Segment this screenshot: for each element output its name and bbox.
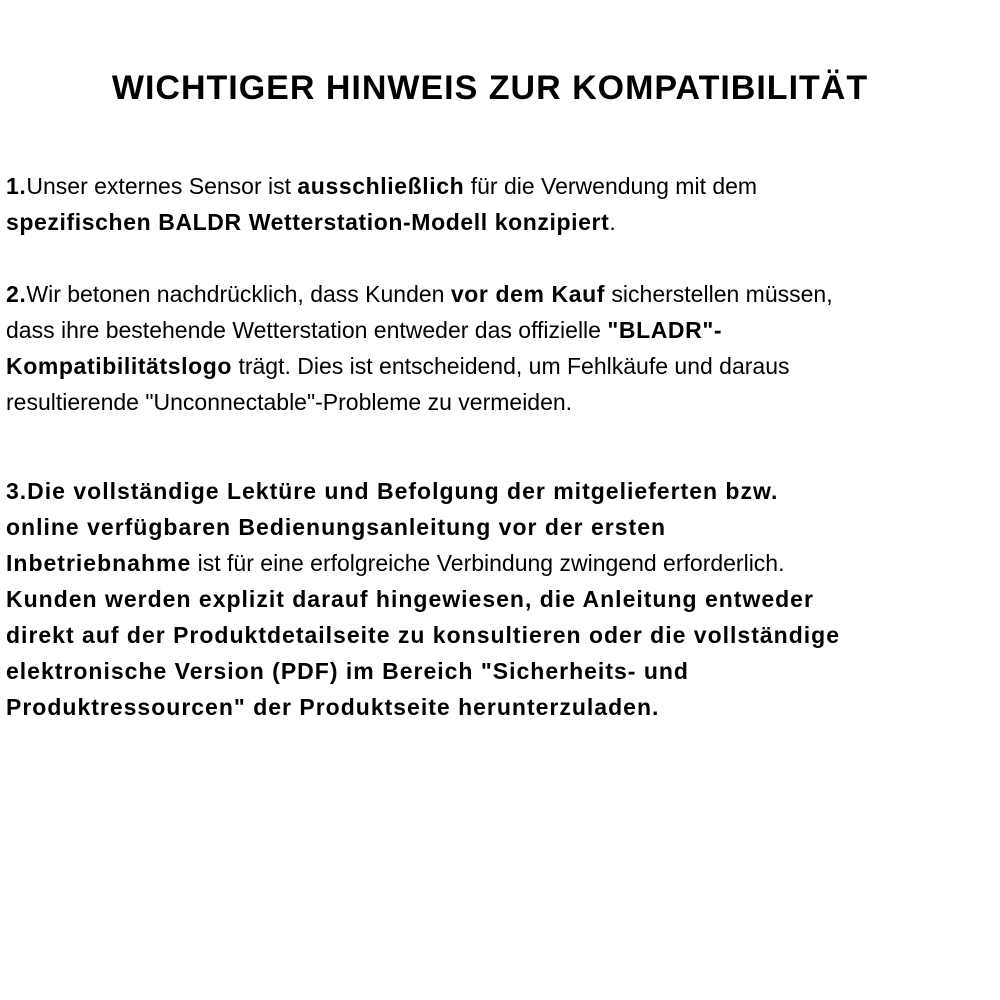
paragraph-3-line-5: direkt auf der Produktdetailseite zu konsultieren oder die vollständige (6, 622, 840, 648)
paragraph-3-line-7: Produktressourcen" der Produktseite herunterzuladen. (6, 694, 660, 720)
emphasis-text: Kompatibilitätslogo (6, 353, 233, 379)
paragraph-2-line-2 (6, 312, 1000, 348)
notice-heading: WICHTIGER HINWEIS ZUR KOMPATIBILITÄT (111, 69, 869, 107)
paragraph-3-line-1: 3.Die vollständige Lektüre und Befolgung der mitgelieferten bzw. (6, 478, 779, 504)
text-segment: trägt. Dies ist entscheidend, um Fehlkäufe und daraus (232, 353, 790, 379)
emphasis-text: Inbetriebnahme (6, 550, 192, 576)
paragraph-2-line-1 (6, 276, 1000, 312)
text-segment: für die Verwendung mit dem (464, 173, 758, 199)
paragraph-2-line-4 (6, 384, 1000, 420)
text-segment: . (609, 209, 616, 235)
notice-paragraph-1 (6, 168, 1000, 240)
text-segment: dass ihre bestehende Wetterstation entweder das offizielle (6, 317, 608, 343)
text-segment: sicherstellen müssen, (605, 281, 833, 307)
text-segment: Unser externes Sensor ist (26, 173, 298, 199)
text-segment: Wir betonen nachdrücklich, dass Kunden (26, 281, 451, 307)
paragraph-2-line-3 (6, 348, 1000, 384)
emphasis-text: ausschließlich (297, 173, 465, 199)
paragraph-3-line-3 (6, 545, 1000, 581)
emphasis-text: vor dem Kauf (450, 281, 606, 307)
paragraph-3-line-6: elektronische Version (PDF) im Bereich "Sicherheits- und (6, 658, 689, 684)
paragraph-1-line-2 (6, 204, 1000, 240)
paragraph-2-number: 2. (6, 281, 27, 307)
paragraph-3-line-4: Kunden werden explizit darauf hingewiesen, die Anleitung entweder (6, 586, 814, 612)
text-segment: resultierende "Unconnectable"-Probleme zu vermeiden. (6, 389, 573, 415)
paragraph-3-line-2: online verfügbaren Bedienungsanleitung vor der ersten (6, 514, 667, 540)
text-segment: ist für eine erfolgreiche Verbindung zwingend erforderlich. (191, 550, 785, 576)
emphasis-text: spezifischen BALDR Wetterstation-Modell konzipiert (6, 209, 610, 235)
emphasis-text: "BLADR"- (607, 317, 723, 343)
notice-paragraph-3 (6, 473, 1000, 725)
paragraph-1-line-1 (6, 168, 1000, 204)
paragraph-1-number: 1. (6, 173, 27, 199)
notice-paragraph-2 (6, 276, 1000, 420)
